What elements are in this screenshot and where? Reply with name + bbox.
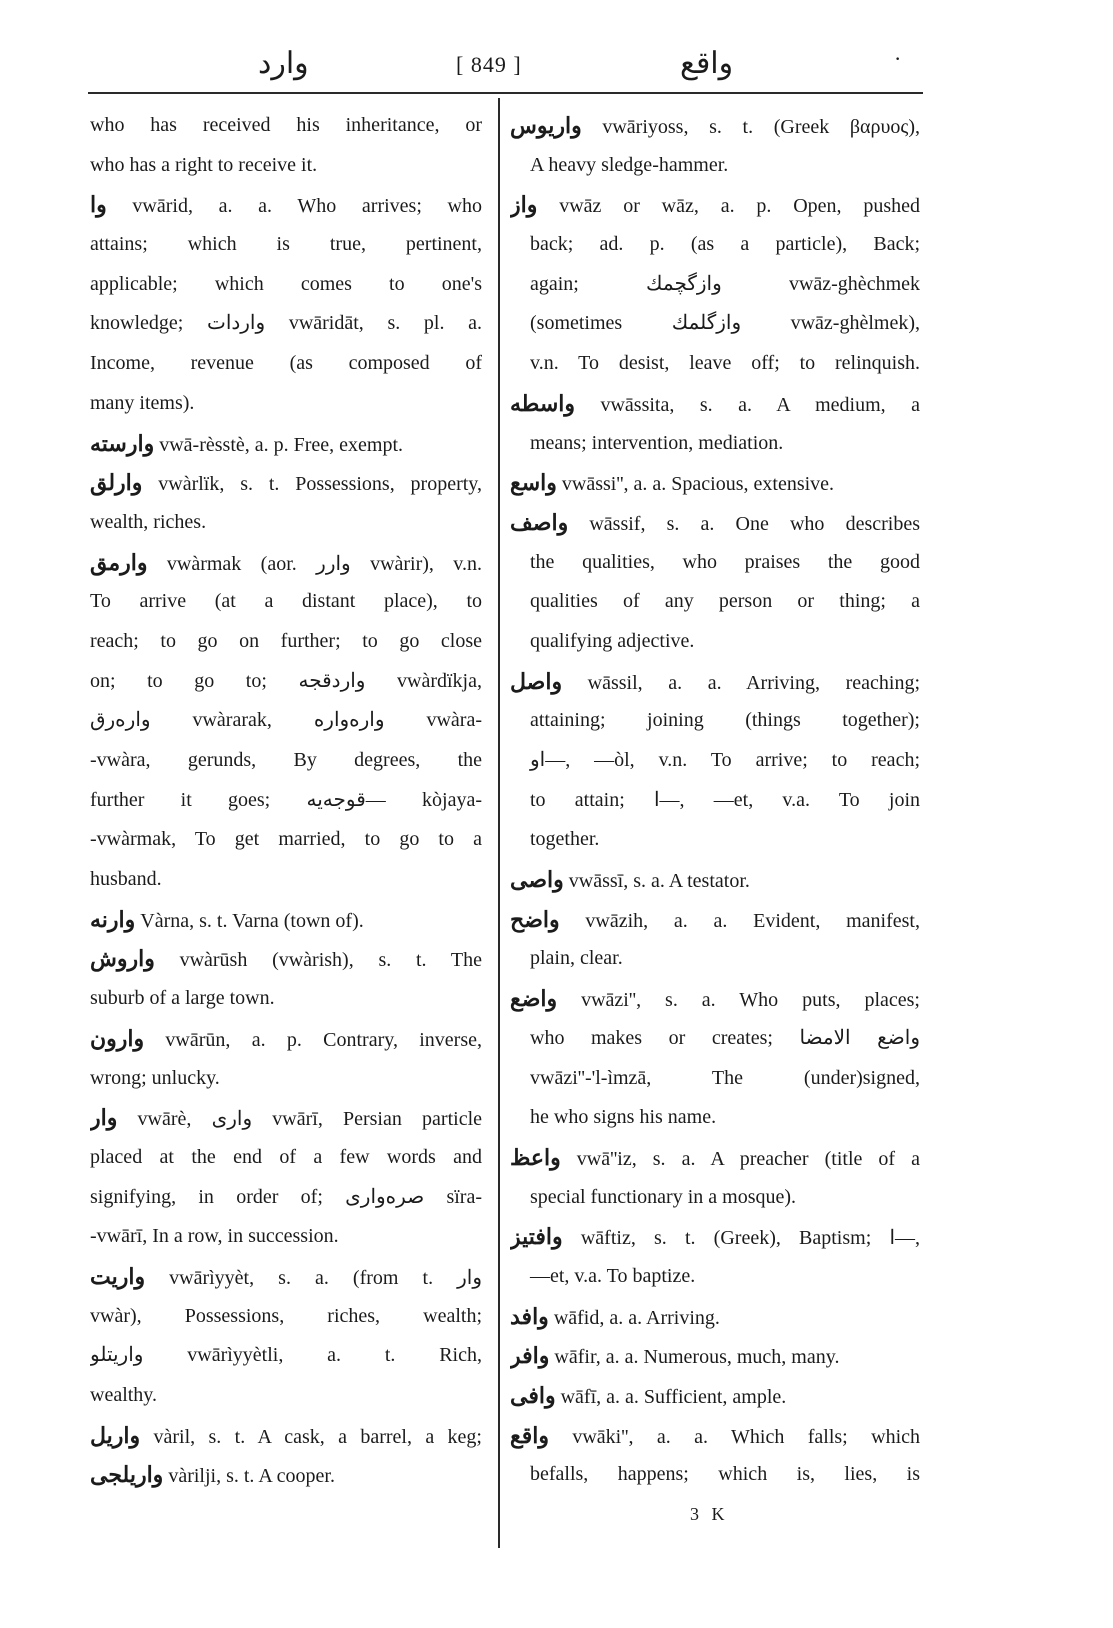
entry-text: applicable; which comes to one's	[90, 272, 482, 295]
headword: واقع	[510, 1422, 549, 1448]
entry-text: special functionary in a mosque).	[530, 1185, 797, 1208]
text-line	[90, 939, 482, 979]
header-left-word: وارد	[258, 47, 309, 80]
text-line	[90, 424, 482, 464]
entry-text: vwàrmak (aor. وارر vwàrir), v.n.	[147, 552, 482, 575]
entry-text: placed at the end of a few words and	[90, 1145, 482, 1168]
headword: وافتیز	[510, 1224, 563, 1250]
entry-text: knowledge; واردات vwāridāt, s. pl. a.	[90, 312, 482, 335]
entry-text: vwāzi''-'l-ìmzā, The (under)signed,	[530, 1066, 920, 1089]
headword: واسطه	[510, 390, 576, 416]
entry-text: -vwàrmak, To get married, to go to a	[90, 828, 482, 851]
entry-text: he who signs his name.	[530, 1106, 717, 1129]
entry-text: vwārūn, a. p. Contrary, inverse,	[144, 1028, 482, 1051]
entry-text: wāssil, a. a. Arriving, reaching;	[562, 671, 920, 694]
headword: واصل	[510, 668, 563, 694]
entry-text: vwā-rèsstè, a. p. Free, exempt.	[154, 433, 404, 456]
headword: وارلق	[90, 470, 143, 496]
entry-text: vwāriyoss, s. t. (Greek βαρυος),	[581, 116, 920, 138]
text-line	[90, 384, 482, 424]
text-line	[90, 304, 482, 344]
entry-text: vwāssi'', a. a. Spacious, extensive.	[556, 473, 835, 496]
text-line	[90, 185, 482, 225]
entry-text: (sometimes وازگلمك vwāz-ghèlmek),	[530, 312, 920, 335]
page-number: [ 849 ]	[456, 52, 522, 77]
entry-text: wāfid, a. a. Arriving.	[548, 1306, 720, 1329]
text-line	[510, 622, 920, 662]
entry-text: vwā''iz, s. a. A preacher (title of a	[560, 1147, 920, 1170]
entry-text: To arrive (at a distant place), to	[90, 590, 482, 613]
entry-text: plain, clear.	[530, 947, 623, 970]
entry-text: واریتلو vwārìyyètli, a. t. Rich,	[90, 1344, 482, 1367]
text-line	[510, 1297, 920, 1337]
text-line	[90, 701, 482, 741]
text-line	[90, 1416, 482, 1456]
entry-text: means; intervention, mediation.	[530, 431, 784, 454]
text-line	[90, 146, 482, 186]
entry-text: wealth, riches.	[90, 510, 207, 533]
entry-text: qualities of any person or thing; a	[530, 590, 920, 613]
entry-text: wāfī, a. a. Sufficient, ample.	[555, 1386, 787, 1408]
text-line	[510, 463, 920, 503]
headword: وارسته	[90, 430, 155, 456]
entry-text: -vwàra, gerunds, By degrees, the	[90, 749, 482, 771]
headword: وارون	[90, 1025, 145, 1051]
text-line	[510, 820, 920, 860]
entry-text: to attain; ا—, —et, v.a. To join	[530, 788, 920, 811]
text-line	[90, 622, 482, 662]
text-line	[510, 1257, 920, 1297]
entry-text: وارەرق vwàrarak, وارەوارە vwàra-	[90, 709, 482, 732]
text-line	[90, 979, 482, 1019]
entry-text: further it goes; قوجەیه— kòjaya-	[90, 788, 482, 811]
text-line	[510, 662, 920, 702]
right-column	[510, 106, 920, 1495]
header-right-word: واقع	[680, 47, 734, 80]
entry-text: vwāzih, a. a. Evident, manifest,	[559, 909, 920, 932]
entry-text: wealthy.	[90, 1384, 158, 1406]
text-line	[510, 344, 920, 384]
headword: وارمق	[90, 549, 148, 575]
entry-text: attains; which is true, pertinent,	[90, 233, 482, 256]
entry-text: vwāz or wāz, a. p. Open, pushed	[537, 195, 920, 218]
entry-text: befalls, happens; which is, lies, is	[530, 1463, 920, 1486]
entry-text: signifying, in order of; صرەواری sïra-	[90, 1185, 482, 1208]
header-dot: ·	[894, 46, 902, 71]
entry-text: wrong; unlucky.	[90, 1066, 220, 1089]
entry-text: wāssif, s. a. One who describes	[568, 512, 920, 535]
headword: واصی	[510, 867, 564, 893]
entry-text: many items).	[90, 391, 195, 414]
entry-text: vwāzi'', s. a. Who puts, places;	[557, 989, 920, 1012]
headword: وافر	[510, 1343, 550, 1369]
entry-text: suburb of a large town.	[90, 987, 275, 1010]
entry-text: back; ad. p. (as a particle), Back;	[530, 233, 920, 256]
headword: واريل	[90, 1422, 141, 1448]
text-line	[90, 503, 482, 543]
entry-text: vwàrūsh (vwàrish), s. t. The	[154, 949, 482, 972]
text-line	[510, 979, 920, 1019]
entry-text: vàril, s. t. A cask, a barrel, a keg;	[140, 1425, 482, 1448]
text-line	[90, 1098, 482, 1138]
entry-text: qualifying adjective.	[530, 629, 695, 652]
text-line	[90, 1336, 482, 1376]
headword: واریوس	[510, 113, 582, 138]
text-line	[510, 503, 920, 543]
entry-text: the qualities, who praises the good	[530, 550, 920, 573]
text-line	[510, 781, 920, 821]
text-line	[90, 860, 482, 900]
text-line	[510, 185, 920, 225]
headword: واضع	[510, 986, 558, 1012]
headword: واسع	[510, 470, 557, 496]
entry-text: vwāssī, s. a. A testator.	[563, 870, 750, 893]
text-line	[510, 1138, 920, 1178]
text-line	[510, 1019, 920, 1059]
entry-text: vwàrlïk, s. t. Possessions, property,	[142, 473, 482, 496]
text-line	[90, 1217, 482, 1257]
text-line	[90, 1376, 482, 1416]
column-divider	[498, 98, 500, 1548]
text-line	[510, 304, 920, 344]
header-rule	[88, 92, 923, 94]
text-line	[510, 384, 920, 424]
page-header	[0, 46, 1113, 90]
text-line	[510, 741, 920, 781]
headword: واز	[510, 192, 538, 218]
entry-text: on; to go to; واردقجه vwàrdïkja,	[90, 669, 482, 692]
text-line	[510, 1098, 920, 1138]
headword: واريلجی	[90, 1462, 164, 1488]
text-line	[90, 741, 482, 781]
text-line	[510, 1059, 920, 1099]
text-line	[90, 1059, 482, 1099]
text-line	[90, 1019, 482, 1059]
text-line	[510, 146, 920, 186]
text-line	[510, 1376, 920, 1416]
left-column	[90, 106, 482, 1495]
text-line	[90, 1257, 482, 1297]
text-line	[90, 582, 482, 622]
headword: واصف	[510, 509, 569, 535]
text-line	[510, 701, 920, 741]
text-line	[90, 781, 482, 821]
text-line	[90, 344, 482, 384]
entry-text: vwāssita, s. a. A medium, a	[575, 393, 920, 416]
signature-mark: 3 K	[690, 1504, 729, 1524]
text-line	[90, 265, 482, 305]
text-line	[510, 265, 920, 305]
entry-text: attaining; joining (things together);	[530, 709, 920, 732]
text-line	[90, 1297, 482, 1337]
headword: واریت	[90, 1263, 146, 1289]
text-line	[510, 1336, 920, 1376]
headword: وارنه	[90, 906, 136, 932]
entry-text: vàrilji, s. t. A cooper.	[163, 1465, 335, 1488]
text-line	[90, 1138, 482, 1178]
entry-text: vwāki'', a. a. Which falls; which	[548, 1425, 920, 1448]
text-line	[510, 939, 920, 979]
entry-text: v.n. To desist, leave off; to relinquish.	[530, 352, 920, 375]
text-line	[510, 1217, 920, 1257]
entry-text: vwārìyyèt, s. a. (from t. وار	[145, 1266, 482, 1289]
entry-text: who has received his inheritance, or	[90, 114, 482, 136]
entry-text: wāfir, a. a. Numerous, much, many.	[549, 1346, 840, 1369]
entry-text: او—, —òl, v.n. To arrive; to reach;	[530, 749, 920, 771]
text-line	[510, 900, 920, 940]
headword: وافد	[510, 1303, 549, 1329]
text-line	[90, 106, 482, 146]
headword: واضح	[510, 906, 560, 932]
headword: وا	[90, 192, 107, 218]
text-line	[510, 582, 920, 622]
entry-text: who makes or creates; واضع الامضا	[530, 1026, 920, 1049]
text-line	[510, 860, 920, 900]
text-line	[90, 900, 482, 940]
text-line	[90, 820, 482, 860]
entry-text: reach; to go on further; to go close	[90, 629, 482, 652]
text-line	[510, 1455, 920, 1495]
text-line	[90, 225, 482, 265]
entry-text: husband.	[90, 868, 162, 891]
text-line	[510, 1178, 920, 1218]
text-line	[510, 543, 920, 583]
headword: واعظ	[510, 1144, 561, 1170]
entry-text: vwārè, واری vwārī, Persian particle	[117, 1108, 482, 1131]
text-line	[510, 106, 920, 146]
entry-text: -vwārī, In a row, in succession.	[90, 1225, 339, 1248]
text-line	[90, 662, 482, 702]
text-line	[90, 1455, 482, 1495]
entry-text: together.	[530, 828, 600, 851]
entry-text: A heavy sledge-hammer.	[530, 153, 729, 176]
entry-text: who has a right to receive it.	[90, 153, 318, 176]
entry-text: wāftiz, s. t. (Greek), Baptism; ا—,	[562, 1227, 920, 1250]
entry-text: again; وازگچمك vwāz-ghèchmek	[530, 272, 920, 295]
text-line	[510, 1416, 920, 1456]
headword: وافی	[510, 1383, 556, 1408]
text-line	[510, 225, 920, 265]
entry-text: vwàr), Possessions, riches, wealth;	[90, 1304, 482, 1327]
headword: وار	[90, 1105, 118, 1131]
text-line	[510, 424, 920, 464]
text-line	[90, 543, 482, 583]
entry-text: Vàrna, s. t. Varna (town of).	[135, 909, 364, 932]
text-line	[90, 463, 482, 503]
text-line	[90, 1178, 482, 1218]
entry-text: —et, v.a. To baptize.	[530, 1264, 696, 1287]
headword: واروش	[90, 946, 155, 972]
entry-text: vwārid, a. a. Who arrives; who	[106, 195, 482, 218]
entry-text: Income, revenue (as composed of	[90, 352, 482, 375]
